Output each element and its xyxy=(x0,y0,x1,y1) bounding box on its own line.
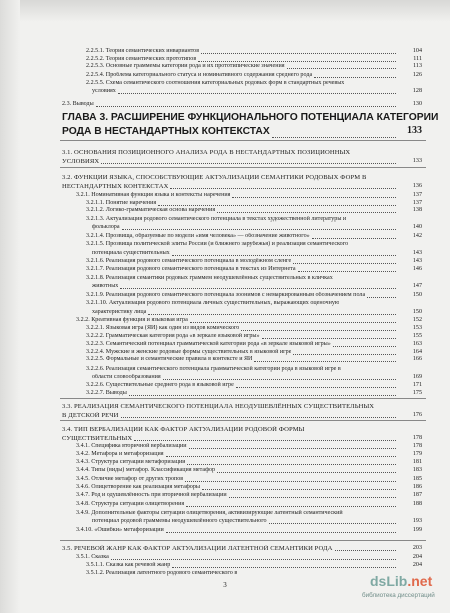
toc-leader-dots xyxy=(163,374,396,380)
toc-entry-page: 104 xyxy=(412,48,422,54)
toc-entry-page: 185 xyxy=(412,476,422,482)
watermark-subtitle: библиотека диссертаций xyxy=(362,592,435,599)
toc-leader-dots xyxy=(229,492,396,498)
toc-leader-dots xyxy=(121,412,396,418)
toc-leader-dots xyxy=(201,48,396,54)
toc-entry-title: 2.2.5.3. Основные граммемы категории рода и их прототипические значения xyxy=(86,63,285,69)
toc-entry-title: 3.2.2.5. Формальные и семантические правила в контексте и ЯИ xyxy=(86,356,253,362)
toc-entry-title: 3.2.1.1. Понятие наречения xyxy=(86,200,157,206)
toc-entry-page: 166 xyxy=(412,356,422,362)
toc-entry-page: 130 xyxy=(412,101,422,107)
toc-entry-page: 147 xyxy=(412,283,422,289)
section-divider xyxy=(60,398,426,399)
toc-entry-page: 204 xyxy=(412,562,422,568)
toc-leader-dots xyxy=(190,317,396,323)
toc-entry-title: 3.2.1.9. Реализация родового семантического потенциала зоонимов с немаркированным обозначением пола xyxy=(86,292,366,298)
toc-entry-page: 143 xyxy=(412,258,422,264)
toc-entry-title: 3.2.2.3. Семантический потенциал грамматической категории рода «в зеркале языковой игры» xyxy=(86,341,331,347)
toc-leader-dots xyxy=(232,192,396,198)
toc-entry-title: 3.4.7. Род и одушевлённость при вторичной вербализации xyxy=(76,492,227,498)
toc-leader-dots xyxy=(254,356,396,362)
toc-leader-dots xyxy=(189,443,396,449)
toc-entry-title: 3.2.1.3. Актуализация родового семантического потенциала в текстах художественной литературы и xyxy=(86,216,347,222)
toc-leader-dots xyxy=(198,56,396,62)
toc-entry-title: потенциала существительных xyxy=(92,250,170,256)
toc-entry-title: 3.2.1.7. Реализация родового семантического потенциала в текстах из Интернета xyxy=(86,266,296,272)
toc-entry-title: 3.2. ФУНКЦИИ ЯЗЫКА, СПОСОБСТВУЮЩИЕ АКТУАЛИЗАЦИИ СЕМАНТИКИ РОДОВЫХ ФОРМ В xyxy=(62,174,367,181)
toc-entry-page: 178 xyxy=(412,443,422,449)
toc-leader-dots xyxy=(185,476,396,482)
toc-entry-title: 2.2.5.4. Проблема категориального статуса и номинативного содержания среднего рода xyxy=(86,72,313,78)
toc-leader-dots xyxy=(314,72,396,78)
watermark-logo xyxy=(352,573,448,611)
toc-entry-page: 183 xyxy=(412,467,422,473)
toc-entry-title: 3.2.1.6. Реализация родового семантического потенциала в молодёжном сленге xyxy=(86,258,292,264)
toc-entry-page: 179 xyxy=(412,451,422,457)
toc-leader-dots xyxy=(298,266,396,272)
toc-entry-title: 3.2.2. Креативная функция и языковая игра xyxy=(76,317,188,323)
toc-leader-dots xyxy=(96,101,396,107)
toc-leader-dots xyxy=(172,562,396,568)
toc-entry-page: 133 xyxy=(412,158,422,164)
toc-leader-dots xyxy=(186,501,396,507)
scan-shadow-top xyxy=(0,0,450,22)
toc-leader-dots xyxy=(293,258,396,264)
toc-entry-title: 3.2.2.1. Языковая игра (ЯИ) как один из видов комического xyxy=(86,325,240,331)
toc-entry-title: 3.4.2. Метафора и метафоризация xyxy=(76,451,164,457)
toc-entry-title: 3.2.2.6. Реализация семантического потенциала грамматической категории рода в языковой игре в xyxy=(86,366,341,372)
toc-leader-dots xyxy=(166,451,396,457)
toc-entry-page: 133 xyxy=(407,125,422,136)
watermark-logo-text: dsLib.net xyxy=(370,573,433,589)
toc-entry-page: 164 xyxy=(412,349,422,355)
toc-leader-dots xyxy=(335,545,396,551)
toc-entry-title: потенциал родовой граммемы неодушевлённого существительного xyxy=(92,518,267,524)
toc-entry-title: ГЛАВА 3. РАСШИРЕНИЕ ФУНКЦИОНАЛЬНОГО ПОТЕНЦИАЛА КАТЕГОРИИ xyxy=(62,112,439,123)
toc-entry-page: 181 xyxy=(412,459,422,465)
toc-leader-dots xyxy=(262,333,396,339)
toc-entry-page: 146 xyxy=(412,266,422,272)
toc-leader-dots xyxy=(312,233,396,239)
toc-entry-title: 3.2.1.4. Прозвища, образуемые по модели «имя человека» — обозначение животного» xyxy=(86,233,310,239)
toc-entry-page: 126 xyxy=(412,72,422,78)
scan-shadow-left xyxy=(0,0,20,613)
toc-leader-dots xyxy=(122,224,396,230)
toc-leader-dots xyxy=(148,309,396,315)
toc-leader-dots xyxy=(166,527,396,533)
toc-leader-dots xyxy=(120,283,396,289)
toc-entry-title: 3.5.1.2. Реализация латентного родового семантического в xyxy=(86,570,238,576)
toc-entry-title: области словообразования xyxy=(92,374,161,380)
toc-entry-page: 136 xyxy=(412,183,422,189)
toc-leader-dots xyxy=(172,250,396,256)
toc-leader-dots xyxy=(241,325,396,331)
toc-leader-dots xyxy=(202,484,396,490)
toc-entry-page: 128 xyxy=(412,88,422,94)
toc-leader-dots xyxy=(129,390,396,396)
toc-entry-title: 3.2.2.4. Мужские и женские родовые формы существительных в языковой игре xyxy=(86,349,292,355)
toc-entry-title: условиях xyxy=(92,88,116,94)
toc-entry-page: 140 xyxy=(412,224,422,230)
section-divider xyxy=(60,540,426,541)
toc-entry-title: 3.4.8. Структура ситуации олицетворения xyxy=(76,501,185,507)
toc-leader-dots xyxy=(293,349,396,355)
toc-entry-title: 3.2.1.8. Реализация семантики родовых граммем неодушевлённых существительных в кличках xyxy=(86,275,333,281)
toc-entry-page: 138 xyxy=(412,207,422,213)
toc-entry-page: 203 xyxy=(412,545,422,551)
toc-entry-title: 2.2.5.5. Схема семантического соотношения категориальных родовых форм в стандартных речевых xyxy=(86,80,345,86)
toc-leader-dots xyxy=(333,341,396,347)
toc-entry-title: 3.2.1.5. Прозвища политической элиты России (и ближнего зарубежья) и реализация семантического xyxy=(86,241,349,247)
toc-entry-page: 150 xyxy=(412,309,422,315)
toc-entry-page: 153 xyxy=(412,325,422,331)
toc-leader-dots xyxy=(272,132,396,138)
toc-entry-title: 3.2.1. Номинативная функция языка и контексты наречения xyxy=(76,192,231,198)
toc-entry-title: 3.2.2.6. Существительные среднего рода в языковой игре xyxy=(86,382,234,388)
toc-entry-title: 3.2.1.2. Логико-грамматическая основа наречения xyxy=(86,207,216,213)
toc-entry-title: 3.1. ОСНОВАНИЯ ПОЗИЦИОННОГО АНАЛИЗА РОДА В НЕСТАНДАРТНЫХ ПОЗИЦИОННЫХ xyxy=(62,149,351,156)
toc-leader-dots xyxy=(287,63,396,69)
toc-entry-title: РОДА В НЕСТАНДАРТНЫХ КОНТЕКСТАХ xyxy=(62,126,270,137)
toc-entry-title: 3.4. ТИП ВЕРБАЛИЗАЦИИ КАК ФАКТОР АКТУАЛИЗАЦИИ РОДОВОЙ ФОРМЫ xyxy=(62,426,305,433)
toc-entry-page: 199 xyxy=(412,527,422,533)
section-divider xyxy=(60,140,426,141)
toc-leader-dots xyxy=(217,467,396,473)
toc-entry-title: СУЩЕСТВИТЕЛЬНЫХ xyxy=(62,435,133,442)
toc-leader-dots xyxy=(170,183,396,189)
toc-entry-title: 3.4.9. Дополнительные факторы ситуации олицетворения, активизирующие латентный семантический xyxy=(76,510,343,516)
toc-entry-title: фольклора xyxy=(92,224,120,230)
toc-entry-page: 137 xyxy=(412,192,422,198)
toc-entry-title: 3.2.1.10. Актуализация родового потенциала личных существительных, выражающих оценочную xyxy=(86,300,340,306)
toc-leader-dots xyxy=(111,554,396,560)
toc-leader-dots xyxy=(101,158,396,164)
toc-entry-title: 3.4.4. Типы (виды) метафор. Классификация метафор xyxy=(76,467,216,473)
toc-entry-title: 2.2.5.1. Теория семантических инвариантов xyxy=(86,48,200,54)
toc-entry-page: 188 xyxy=(412,501,422,507)
toc-entry-title: 3.5.1.1. Сказка как речевой жанр xyxy=(86,562,171,568)
toc-entry-title: 3.4.1. Специфика вторичной вербализации xyxy=(76,443,187,449)
toc-leader-dots xyxy=(367,292,396,298)
toc-entry-page: 143 xyxy=(412,250,422,256)
toc-entry-page: 113 xyxy=(413,63,422,69)
section-divider xyxy=(60,420,426,421)
toc-entry-page: 186 xyxy=(412,484,422,490)
toc-leader-dots xyxy=(158,200,396,206)
toc-entry-title: 3.2.2.2. Грамматическая категория рода «в зеркале языковой игры» xyxy=(86,333,260,339)
toc-entry-page: 111 xyxy=(413,56,422,62)
toc-entry-page: 150 xyxy=(412,292,422,298)
toc-entry-page: 176 xyxy=(412,412,422,418)
toc-entry-title: животных xyxy=(92,283,119,289)
toc-entry-title: 3.3. РЕАЛИЗАЦИЯ СЕМАНТИЧЕСКОГО ПОТЕНЦИАЛА НЕОДУШЕВЛЁННЫХ СУЩЕСТВИТЕЛЬНЫХ xyxy=(62,403,375,410)
toc-entry-title: 3.4.6. Олицетворение как реализация метафоры xyxy=(76,484,200,490)
page-number: 3 xyxy=(223,581,227,589)
toc-leader-dots xyxy=(217,207,396,213)
toc-entry-page: 142 xyxy=(412,233,422,239)
section-divider xyxy=(60,167,426,168)
toc-entry-title: 3.4.3. Структура ситуации метафоризации xyxy=(76,459,186,465)
toc-entry-page: 163 xyxy=(412,341,422,347)
toc-entry-title: характеристику лица xyxy=(92,309,147,315)
toc-leader-dots xyxy=(187,459,396,465)
toc-entry-title: 2.2.5.2. Теория семантических прототипов xyxy=(86,56,197,62)
toc-entry-title: 3.5.1. Сказка xyxy=(76,554,109,560)
toc-entry-title: НЕСТАНДАРТНЫХ КОНТЕКСТАХ xyxy=(62,183,169,190)
toc-entry-page: 155 xyxy=(412,333,422,339)
toc-entry-page: 204 xyxy=(412,554,422,560)
toc-entry-page: 169 xyxy=(412,374,422,380)
toc-entry-title: 2.3. Выводы xyxy=(62,101,94,107)
toc-entry-page: 178 xyxy=(412,435,422,441)
toc-entry-title: 3.4.5. Отличие метафор от других тропов xyxy=(76,476,184,482)
toc-entry-title: В ДЕТСКОЙ РЕЧИ xyxy=(62,412,119,419)
toc-leader-dots xyxy=(134,435,396,441)
toc-entry-title: 3.4.10. «Ошибки» метафоризации xyxy=(76,527,164,533)
toc-leader-dots xyxy=(269,518,396,524)
toc-entry-page: 137 xyxy=(412,200,422,206)
toc-entry-title: 3.5. РЕЧЕВОЙ ЖАНР КАК ФАКТОР АКТУАЛИЗАЦИИ ЛАТЕНТНОЙ СЕМАНТИКИ РОДА xyxy=(62,545,333,552)
toc-leader-dots xyxy=(236,382,396,388)
toc-entry-title: 3.2.2.7. Выводы xyxy=(86,390,127,396)
toc-entry-title: УСЛОВИЯХ xyxy=(62,158,100,165)
toc-leader-dots xyxy=(118,88,396,94)
toc-entry-page: 152 xyxy=(412,317,422,323)
toc-entry-page: 187 xyxy=(412,492,422,498)
toc-entry-page: 171 xyxy=(412,382,422,388)
toc-entry-page: 193 xyxy=(412,518,422,524)
toc-entry-page: 175 xyxy=(412,390,422,396)
